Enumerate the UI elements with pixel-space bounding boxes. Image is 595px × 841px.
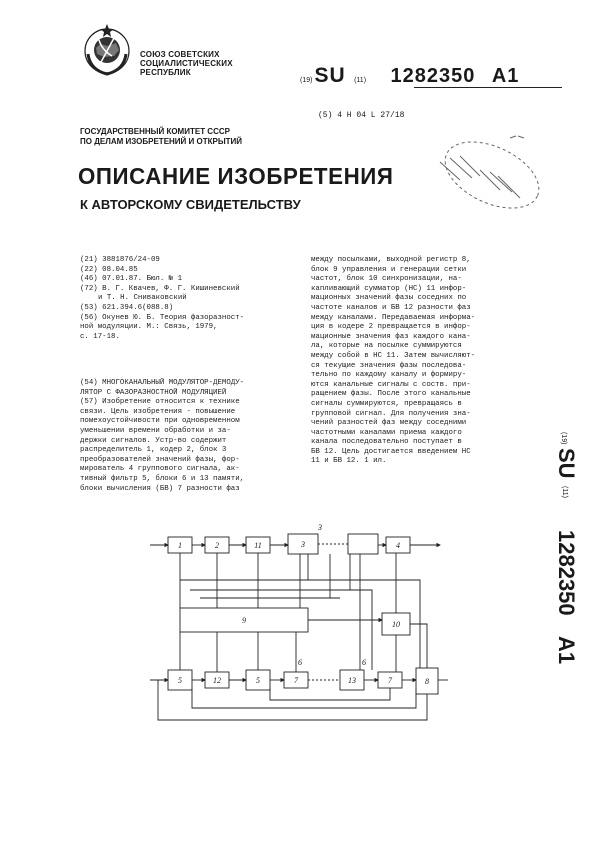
committee — [80, 127, 242, 147]
block-label: 10 — [392, 620, 400, 629]
union-line: СОЮЗ СОВЕТСКИХ — [140, 50, 220, 59]
abstract-line: мационные значения фаз каждого кана- — [311, 332, 471, 341]
block-label: 7 — [388, 676, 392, 685]
code-11: (11) — [354, 77, 367, 84]
patent-kind: A1 — [491, 65, 520, 87]
block-label: 7 — [294, 676, 298, 685]
abstract-line: между каналами. Передаваемая информа- — [311, 313, 476, 322]
abstract-line: блок 9 управления и генерации сетки — [311, 265, 467, 274]
abstract-line: преобразователей значений фазы, фор- — [80, 455, 240, 464]
biblio-line: (46) 07.01.87. Бюл. № 1 — [80, 275, 183, 284]
abstract-line: чений разностей фаз между соседними — [311, 419, 467, 428]
abstract-line: блоки вычисления (БВ) 7 разности фаз — [80, 484, 240, 493]
abstract-line: ЛЯТОР С ФАЗОРАЗНОСТНОЙ МОДУЛЯЦИЕЙ — [80, 388, 227, 397]
block-diagram — [150, 520, 448, 730]
document-title: ОПИСАНИЕ ИЗОБРЕТЕНИЯ — [78, 163, 394, 189]
block-label: 5 — [178, 676, 182, 685]
abstract-line: частоте каналов и БВ 12 разности фаз — [311, 303, 471, 312]
abstract-line: частот, блок 10 синхронизации, на- — [311, 275, 462, 284]
patent-number: 1282350 — [390, 65, 476, 87]
biblio-line: (56) Окунев Ю. Б. Теория фазоразност- — [80, 313, 245, 322]
abstract-line: групповой сигнал. Для получения зна- — [311, 409, 471, 418]
abstract-line: (54) МНОГОКАНАЛЬНЫЙ МОДУЛЯТОР-ДЕМОДУ- — [80, 379, 245, 387]
union-name — [140, 50, 233, 77]
block-label: 9 — [242, 616, 246, 625]
abstract-line: ются канальные сигналы с соств. при- — [311, 380, 471, 389]
abstract-line: держки сигналов. Устр-во содержит — [80, 436, 227, 445]
abstract-line: частотными каналами приема каждого — [311, 428, 462, 437]
block-label: 13 — [348, 676, 356, 685]
abstract-line: ция в кодере 2 превращается в инфор- — [311, 323, 471, 332]
abstract-line: БВ 12. Цель достигается введением НС — [311, 447, 471, 456]
biblio-line: и Т. Н. Сниваковский — [98, 294, 187, 303]
biblio-line: (53) 621.394.6(088.8) — [80, 303, 174, 312]
committee-line: ПО ДЕЛАМ ИЗОБРЕТЕНИЙ И ОТКРЫТИЙ — [80, 137, 243, 146]
biblio-line: (21) 3881876/24-09 — [80, 256, 160, 264]
abstract-line: капливающий сумматор (НС) 11 инфор- — [311, 284, 467, 293]
side-code-19: (19) — [560, 432, 567, 445]
biblio-line: (22) 08.04.85 — [80, 265, 138, 274]
code-19: (19) — [300, 77, 313, 84]
biblio-line: (72) В. Г. Квачев, Ф. Г. Кишиневский — [80, 284, 240, 293]
abstract-line: связи. Цель изобретения - повышение — [80, 407, 236, 416]
abstract-line: между посылками, выходной регистр 8, — [311, 256, 471, 264]
block-label: 12 — [213, 676, 221, 685]
abstract-line: между собой в НС 11. Затем вычисляют- — [311, 351, 476, 360]
patent-number-row — [300, 64, 570, 88]
abstract-line: тельно по каждому каналу и формиру- — [311, 371, 467, 380]
abstract-line: помехоустойчивости при одновременном — [80, 417, 240, 426]
union-line: РЕСПУБЛИК — [140, 68, 191, 77]
abstract-line: 11 и БВ 12. 1 ил. — [311, 457, 387, 466]
label-6a: 6 — [298, 658, 302, 667]
block-label: 11 — [254, 541, 262, 550]
library-stamp — [420, 130, 555, 210]
bus-label-3: 3 — [318, 523, 322, 532]
abstract-left — [80, 379, 244, 494]
biblio-line: с. 17-18. — [80, 332, 120, 341]
ipc-class: (5) 4 H 04 L 27/18 — [318, 111, 405, 120]
side-code-11: (11) — [561, 486, 568, 498]
block-3b — [348, 534, 378, 554]
abstract-line: ращением фазы. После этого канальные — [311, 390, 471, 399]
side-su: SU — [554, 448, 579, 479]
abstract-line: ла, которые на посылке суммируются — [311, 342, 462, 351]
ussr-emblem-icon — [78, 20, 136, 78]
side-kind: A1 — [554, 636, 579, 665]
abstract-line: ся текущие значения фазы последова- — [311, 361, 467, 370]
block-label: 3 — [301, 540, 305, 549]
union-line: СОЦИАЛИСТИЧЕСКИХ — [140, 59, 233, 68]
committee-line: ГОСУДАРСТВЕННЫЙ КОМИТЕТ СССР — [80, 127, 230, 136]
abstract-line: тивный фильтр 5, блоки 6 и 13 памяти, — [80, 474, 245, 483]
abstract-line: канала последовательно поступает в — [311, 438, 462, 447]
block-label: 4 — [396, 541, 400, 550]
abstract-line: мационных значений фазы соседних по — [311, 294, 467, 303]
block-label: 8 — [425, 677, 429, 686]
document-subtitle: К АВТОРСКОМУ СВИДЕТЕЛЬСТВУ — [80, 197, 301, 212]
side-patent-label — [537, 430, 579, 680]
abstract-line: сигналы суммируются, превращаясь в — [311, 399, 462, 408]
block-label: 5 — [256, 676, 260, 685]
label-6b: 6 — [362, 658, 366, 667]
number-underline — [414, 87, 562, 88]
country-code: SU — [314, 64, 346, 87]
bibliographic-data — [80, 256, 244, 342]
abstract-line: (57) Изобретение относится к технике — [80, 398, 240, 407]
abstract-line: мирователь 4 группового сигнала, ак- — [80, 465, 240, 474]
block-label: 2 — [215, 541, 219, 550]
block-label: 1 — [178, 541, 182, 550]
abstract-right — [311, 256, 475, 467]
biblio-line: ной модуляции. М.: Связь, 1979, — [80, 323, 218, 332]
abstract-line: распределитель 1, кодер 2, блок 3 — [80, 446, 227, 455]
abstract-line: уменьшении времени обработки и за- — [80, 426, 231, 435]
side-number: 1282350 — [554, 530, 579, 616]
